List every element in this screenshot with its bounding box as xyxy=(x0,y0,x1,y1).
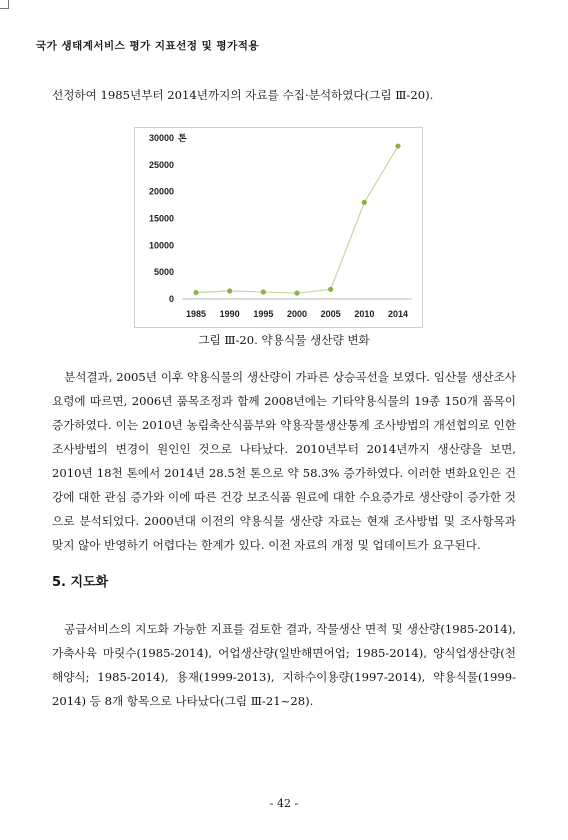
production-chart xyxy=(134,127,423,328)
intro-paragraph: 선정하여 1985년부터 2014년까지의 자료를 수집·분석하였다(그림 Ⅲ-20). xyxy=(52,88,434,102)
x-tick-label: 1985 xyxy=(185,309,207,319)
y-axis-unit-label: 톤 xyxy=(178,133,187,143)
data-point xyxy=(362,200,367,205)
y-tick-label: 30000 xyxy=(148,133,174,143)
data-point xyxy=(227,288,232,293)
series-line xyxy=(196,146,398,293)
page-number: - 42 - xyxy=(269,797,299,810)
x-tick-label: 1990 xyxy=(219,309,240,319)
y-tick-label: 15000 xyxy=(148,213,174,224)
section-heading: 5. 지도화 xyxy=(52,575,109,590)
y-tick-label: 5000 xyxy=(153,267,174,278)
chart-svg xyxy=(135,128,422,327)
x-tick-label: 2010 xyxy=(354,309,375,319)
data-point xyxy=(395,143,400,148)
y-tick-label: 25000 xyxy=(148,159,174,170)
y-tick-label: 0 xyxy=(168,294,174,304)
y-tick-label: 10000 xyxy=(148,240,174,251)
figure-caption: 그림 Ⅲ-20. 약용식물 생산량 변화 xyxy=(198,333,370,347)
data-point xyxy=(193,290,198,295)
analysis-paragraph: 분석결과, 2005년 이후 약용식물의 생산량이 가파른 상승곡선을 보였다. 임산물 생산조사요령에 따르면, 2006년 품목조정과 함께 2008년에는 기타약용식물의 19종 150개 품목이 증가하였다. 이는 2010년 농림축산식품부와 약용작물생산통계 조사방법의 개선협의로 인한 조사방법의 변경이 원인인 것으로 나타났다. 2010년부터 2014년까지 생산량을 보면, 2010년 18천 톤에서 2014년 28.5천 톤으로 약 58.3% 증가하였다. 이러한 변화요인은 건강에 대한 관심 증가와 이에 따른 건강 보조식품 원료에 대한 수요증가로 생산량이 증가한 것으로 분석되었다. 2000년대 이전의 약용식물 생산량 자료는 현재 조사방법 및 조사항목과 맞지 않아 반영하기 어렵다는 한계가 있다. 이전 자료의 개정 및 업데이트가 요구된다. xyxy=(52,370,516,552)
data-point xyxy=(328,287,333,292)
x-tick-label: 2000 xyxy=(286,309,308,319)
data-point xyxy=(261,289,266,294)
x-tick-label: 2005 xyxy=(320,309,341,319)
x-tick-label: 2014 xyxy=(387,309,409,319)
x-tick-label: 1995 xyxy=(253,309,274,319)
page-corner-mark xyxy=(0,0,9,9)
running-header: 국가 생태계서비스 평가 지표선정 및 평가적용 xyxy=(36,40,259,52)
mapping-paragraph: 공급서비스의 지도화 가능한 지표를 검토한 결과, 작물생산 면적 및 생산량(1985-2014), 가축사육 마릿수(1985-2014), 어업생산량(일반해면어업; 1985-2014), 양식업생산량(천해양식; 1985-2014), 용재(1999-2013), 지하수이용량(1997-2014), 약용식물(1999-2014) 등 8개 항목으로 나타났다(그림 Ⅲ-21~28). xyxy=(52,622,516,708)
y-tick-label: 20000 xyxy=(148,186,174,197)
data-point xyxy=(294,290,299,295)
